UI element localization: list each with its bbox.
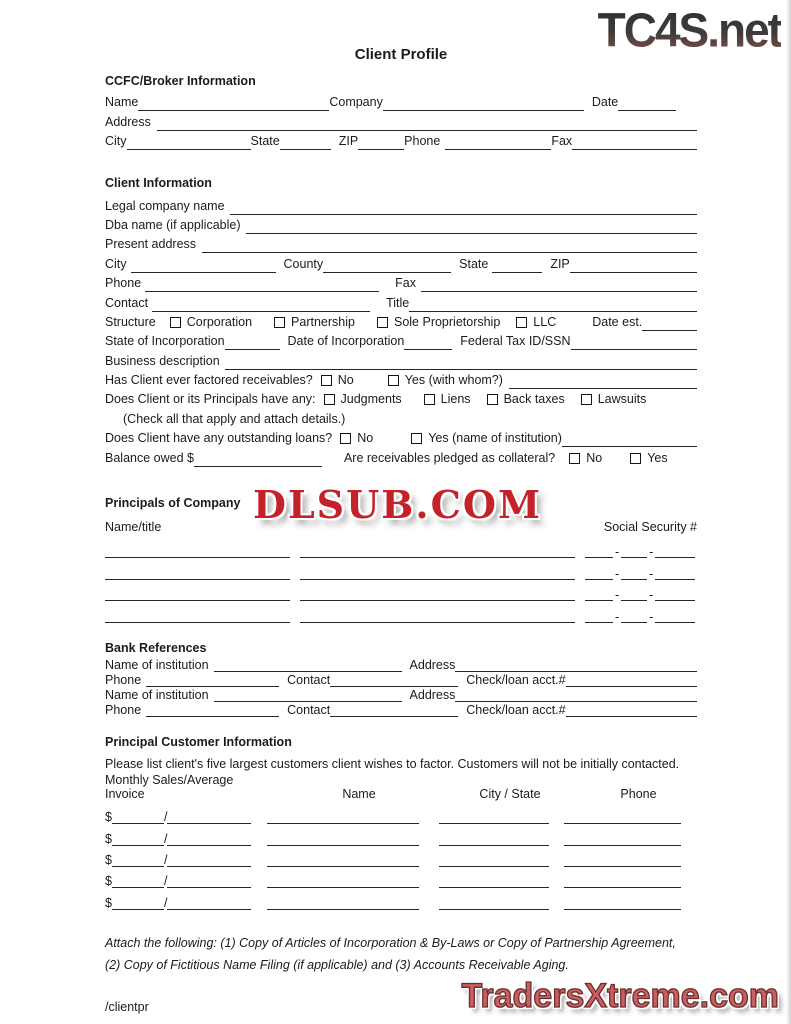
principal-title-blank [300, 618, 575, 623]
avg-invoice-blank [167, 841, 251, 846]
customer-phone-blank [564, 841, 681, 846]
collateral-no-label: No [586, 450, 603, 465]
broker-fax-blank [572, 145, 697, 150]
principal-row [105, 558, 697, 580]
col-phone-header: Phone [620, 787, 657, 802]
dlsub-watermark-logo: DLSUB.COM [253, 482, 543, 527]
balance-label: Balance owed $ [105, 450, 194, 465]
ssn-dash: - [649, 588, 654, 603]
checkbox-loans-no[interactable] [340, 433, 351, 444]
broker-phone-label: Phone [404, 134, 441, 149]
factored-yes-blank [509, 384, 697, 389]
factored-yes-label: Yes (with whom?) [404, 373, 503, 388]
check-all-note-row [105, 408, 697, 427]
incorporation-row [105, 331, 697, 350]
client-contact-label: Contact [105, 295, 149, 310]
checkbox-llc[interactable] [516, 317, 527, 328]
client-zip-label: ZIP [550, 256, 570, 271]
bank-acct-label: Check/loan acct.# [466, 703, 566, 718]
avg-invoice-blank [167, 862, 251, 867]
dba-label: Dba name (if applicable) [105, 217, 241, 232]
collateral-yes-label: Yes [647, 450, 668, 465]
bank-institution-label: Name of institution [105, 688, 209, 703]
client-phone-label: Phone [105, 276, 142, 291]
legal-name-label: Legal company name [105, 198, 225, 213]
attach-instructions-line1: Attach the following: (1) Copy of Articles of Incorporation & By-Laws or Copy of Partnership Agreement, [105, 935, 676, 950]
customers-header-row [105, 773, 697, 802]
business-description-blank [225, 365, 697, 370]
dollar-sign: $ [105, 895, 112, 910]
social-security-label: Social Security # [603, 519, 697, 534]
customers-section-heading: Principal Customer Information [105, 735, 292, 750]
checkbox-factored-no[interactable] [321, 375, 332, 386]
page-title: Client Profile [354, 46, 448, 63]
bank-contact-label: Contact [287, 703, 331, 718]
customer-phone-blank [564, 905, 681, 910]
bank-phone-blank [146, 682, 279, 687]
legal-name-blank [230, 210, 697, 215]
broker-date-label: Date [591, 95, 619, 110]
client-state-blank [492, 268, 542, 273]
monthly-sales-blank [112, 905, 164, 910]
factored-no-label: No [337, 373, 354, 388]
customer-name-blank [267, 862, 419, 867]
checkbox-liens[interactable] [424, 394, 435, 405]
tradersxtreme-watermark-logo: TradersXtreme.com [461, 977, 779, 1015]
broker-name-label: Name [105, 95, 139, 110]
client-section-heading: Client Information [105, 176, 212, 191]
customer-row [105, 846, 697, 867]
avg-invoice-blank [167, 905, 251, 910]
dba-blank [246, 229, 698, 234]
bank-section-heading: Bank References [105, 641, 207, 656]
principal-row [105, 601, 697, 623]
customer-phone-blank [564, 862, 681, 867]
slash: / [163, 831, 168, 846]
monthly-sales-blank [112, 883, 164, 888]
broker-state-blank [280, 145, 331, 150]
broker-date-blank [618, 106, 676, 111]
present-address-blank [202, 248, 697, 253]
ssn-part1-blank [585, 596, 613, 601]
ssn-part3-blank [655, 553, 695, 558]
checkbox-loans-yes[interactable] [411, 433, 422, 444]
broker-state-label: State [250, 134, 280, 149]
principal-title-blank [300, 596, 575, 601]
ssn-part2-blank [621, 596, 647, 601]
present-address-label: Present address [105, 237, 197, 252]
tc4s-watermark-logo: TC4S.net [597, 3, 781, 58]
principal-row [105, 537, 697, 559]
principal-title-blank [300, 575, 575, 580]
bank-institution-label: Name of institution [105, 658, 209, 673]
broker-address-blank [157, 126, 697, 131]
date-est-blank [642, 326, 697, 331]
principal-title-blank [300, 553, 575, 558]
present-address-row [105, 234, 697, 253]
sole-proprietorship-label: Sole Proprietorship [393, 314, 501, 329]
ssn-dash: - [615, 588, 620, 603]
factored-question: Has Client ever factored receivables? [105, 373, 313, 388]
bank-phone-label: Phone [105, 703, 142, 718]
broker-company-blank [383, 106, 584, 111]
llc-label: LLC [533, 314, 557, 329]
client-fax-label: Fax [395, 276, 416, 291]
avg-invoice-blank [167, 883, 251, 888]
dollar-sign: $ [105, 810, 112, 825]
bank-contact-blank [330, 712, 458, 717]
customer-phone-blank [564, 883, 681, 888]
broker-name-blank [138, 106, 329, 111]
checkbox-partnership[interactable] [274, 317, 285, 328]
ssn-part2-blank [621, 553, 647, 558]
broker-fax-label: Fax [551, 134, 573, 149]
date-inc-blank [404, 345, 452, 350]
date-est-label: Date est. [592, 314, 643, 329]
bank-contact-blank [330, 682, 458, 687]
slash: / [163, 895, 168, 910]
client-county-label: County [283, 256, 324, 271]
checkbox-corporation[interactable] [170, 317, 181, 328]
client-phone-row [105, 273, 697, 292]
broker-section-heading: CCFC/Broker Information [105, 74, 256, 88]
bank-acct-blank [566, 712, 697, 717]
bank-institution-blank [214, 697, 402, 702]
collateral-question: Are receivables pledged as collateral? [343, 450, 556, 465]
slash: / [163, 852, 168, 867]
broker-address-label: Address [105, 114, 151, 129]
principals-header-row [105, 514, 697, 534]
dollar-sign: $ [105, 831, 112, 846]
principal-name-blank [105, 596, 290, 601]
bank-acct-label: Check/loan acct.# [466, 673, 566, 688]
ssn-part2-blank [621, 575, 647, 580]
customer-city-blank [439, 862, 549, 867]
client-zip-blank [570, 268, 697, 273]
checkbox-back-taxes[interactable] [487, 394, 498, 405]
checkbox-collateral-no[interactable] [569, 453, 580, 464]
bank-institution-row [105, 687, 697, 702]
ssn-part1-blank [585, 618, 613, 623]
ssn-part3-blank [655, 618, 695, 623]
broker-zip-label: ZIP [338, 134, 359, 149]
checkbox-collateral-yes[interactable] [630, 453, 641, 464]
lawsuits-label: Lawsuits [597, 392, 647, 407]
bank-acct-blank [566, 682, 697, 687]
customer-name-blank [267, 905, 419, 910]
loans-question: Does Client have any outstanding loans? [105, 431, 333, 446]
col-city-header: City / State [479, 787, 541, 802]
client-title-label: Title [386, 295, 410, 310]
loans-yes-label: Yes (name of institution) [428, 431, 562, 446]
attach-instructions-line2: (2) Copy of Fictitious Name Filing (if applicable) and (3) Accounts Receivable Aging. [105, 957, 569, 972]
customer-city-blank [439, 905, 549, 910]
ssn-dash: - [649, 610, 654, 625]
bank-address-label: Address [409, 688, 456, 703]
client-city-label: City [105, 256, 127, 271]
customer-city-blank [439, 841, 549, 846]
customer-name-blank [267, 883, 419, 888]
dba-row [105, 215, 697, 234]
col-sales-header: Monthly Sales/Average Invoice [105, 773, 234, 802]
customer-row [105, 888, 697, 909]
dollar-sign: $ [105, 852, 112, 867]
ssn-dash: - [615, 566, 620, 581]
fed-tax-label: Federal Tax ID/SSN [460, 334, 571, 349]
customers-note: Please list client's five largest customers client wishes to factor. Customers will not be initially contacted. [105, 757, 680, 772]
ssn-dash: - [649, 545, 654, 560]
bank-phone-label: Phone [105, 673, 142, 688]
broker-phone-blank [445, 145, 551, 150]
bank-phone-row [105, 672, 697, 687]
ssn-dash: - [649, 566, 654, 581]
customer-row [105, 824, 697, 845]
customer-city-blank [439, 883, 549, 888]
business-description-label: Business description [105, 353, 220, 368]
checkbox-sole-proprietorship[interactable] [377, 317, 388, 328]
broker-zip-blank [358, 145, 404, 150]
state-inc-label: State of Incorporation [105, 334, 225, 349]
bank-phone-row [105, 702, 697, 717]
monthly-sales-blank [112, 862, 164, 867]
monthly-sales-blank [112, 841, 164, 846]
ssn-part3-blank [655, 575, 695, 580]
balance-blank [194, 462, 322, 467]
structure-row [105, 312, 697, 331]
scan-edge [786, 0, 791, 1024]
customer-phone-blank [564, 819, 681, 824]
check-all-note: (Check all that apply and attach details.) [123, 411, 346, 426]
client-state-label: State [459, 256, 489, 271]
slash: / [163, 874, 168, 889]
loans-row [105, 428, 697, 447]
customer-row [105, 803, 697, 824]
fed-tax-blank [571, 345, 697, 350]
form-code: /clientpr [105, 999, 149, 1014]
dollar-sign: $ [105, 874, 112, 889]
name-title-label: Name/title [105, 519, 162, 534]
ssn-part2-blank [621, 618, 647, 623]
back-taxes-label: Back taxes [503, 392, 565, 407]
checkbox-factored-yes[interactable] [388, 375, 399, 386]
client-contact-blank [152, 307, 370, 312]
avg-invoice-blank [167, 819, 251, 824]
attach-instructions [105, 932, 697, 976]
bank-institution-row [105, 657, 697, 672]
broker-address-row [105, 111, 697, 130]
state-inc-blank [225, 345, 280, 350]
client-title-blank [409, 307, 697, 312]
checkbox-judgments[interactable] [324, 394, 335, 405]
principal-name-blank [105, 618, 290, 623]
broker-city-row [105, 131, 697, 150]
principal-name-blank [105, 553, 290, 558]
ssn-dash: - [615, 545, 620, 560]
broker-city-label: City [105, 134, 127, 149]
col-name-header: Name [342, 787, 376, 802]
principal-row [105, 580, 697, 602]
broker-city-blank [127, 145, 251, 150]
customers-note-row [105, 756, 697, 773]
checkbox-lawsuits[interactable] [581, 394, 592, 405]
bank-address-blank [455, 697, 697, 702]
client-contact-row [105, 292, 697, 311]
ssn-dash: - [615, 610, 620, 625]
customer-city-blank [439, 819, 549, 824]
client-phone-blank [145, 287, 379, 292]
bank-phone-blank [146, 712, 279, 717]
loans-yes-blank [562, 442, 697, 447]
issues-question: Does Client or its Principals have any: [105, 392, 316, 407]
factored-row [105, 370, 697, 389]
principals-section-heading: Principals of Company [105, 495, 241, 510]
structure-label: Structure [105, 314, 156, 329]
client-fax-blank [421, 287, 697, 292]
bank-address-blank [455, 667, 697, 672]
customer-name-blank [267, 841, 419, 846]
partnership-label: Partnership [291, 314, 355, 329]
principal-name-blank [105, 575, 290, 580]
bank-contact-label: Contact [287, 673, 331, 688]
legal-name-row [105, 195, 697, 214]
balance-row [105, 447, 697, 466]
date-inc-label: Date of Incorporation [287, 334, 405, 349]
loans-no-label: No [357, 431, 374, 446]
client-city-row [105, 253, 697, 272]
ssn-part1-blank [585, 575, 613, 580]
bank-institution-blank [214, 667, 402, 672]
ssn-part3-blank [655, 596, 695, 601]
bank-address-label: Address [409, 658, 456, 673]
broker-company-label: Company [329, 95, 383, 110]
customer-name-blank [267, 819, 419, 824]
business-description-row [105, 350, 697, 369]
issues-row [105, 389, 697, 408]
judgments-label: Judgments [340, 392, 402, 407]
liens-label: Liens [440, 392, 471, 407]
monthly-sales-blank [112, 819, 164, 824]
corporation-label: Corporation [186, 314, 253, 329]
ssn-part1-blank [585, 553, 613, 558]
customer-row [105, 867, 697, 888]
slash: / [163, 810, 168, 825]
client-city-blank [131, 268, 276, 273]
client-county-blank [323, 268, 451, 273]
broker-name-row [105, 92, 697, 111]
